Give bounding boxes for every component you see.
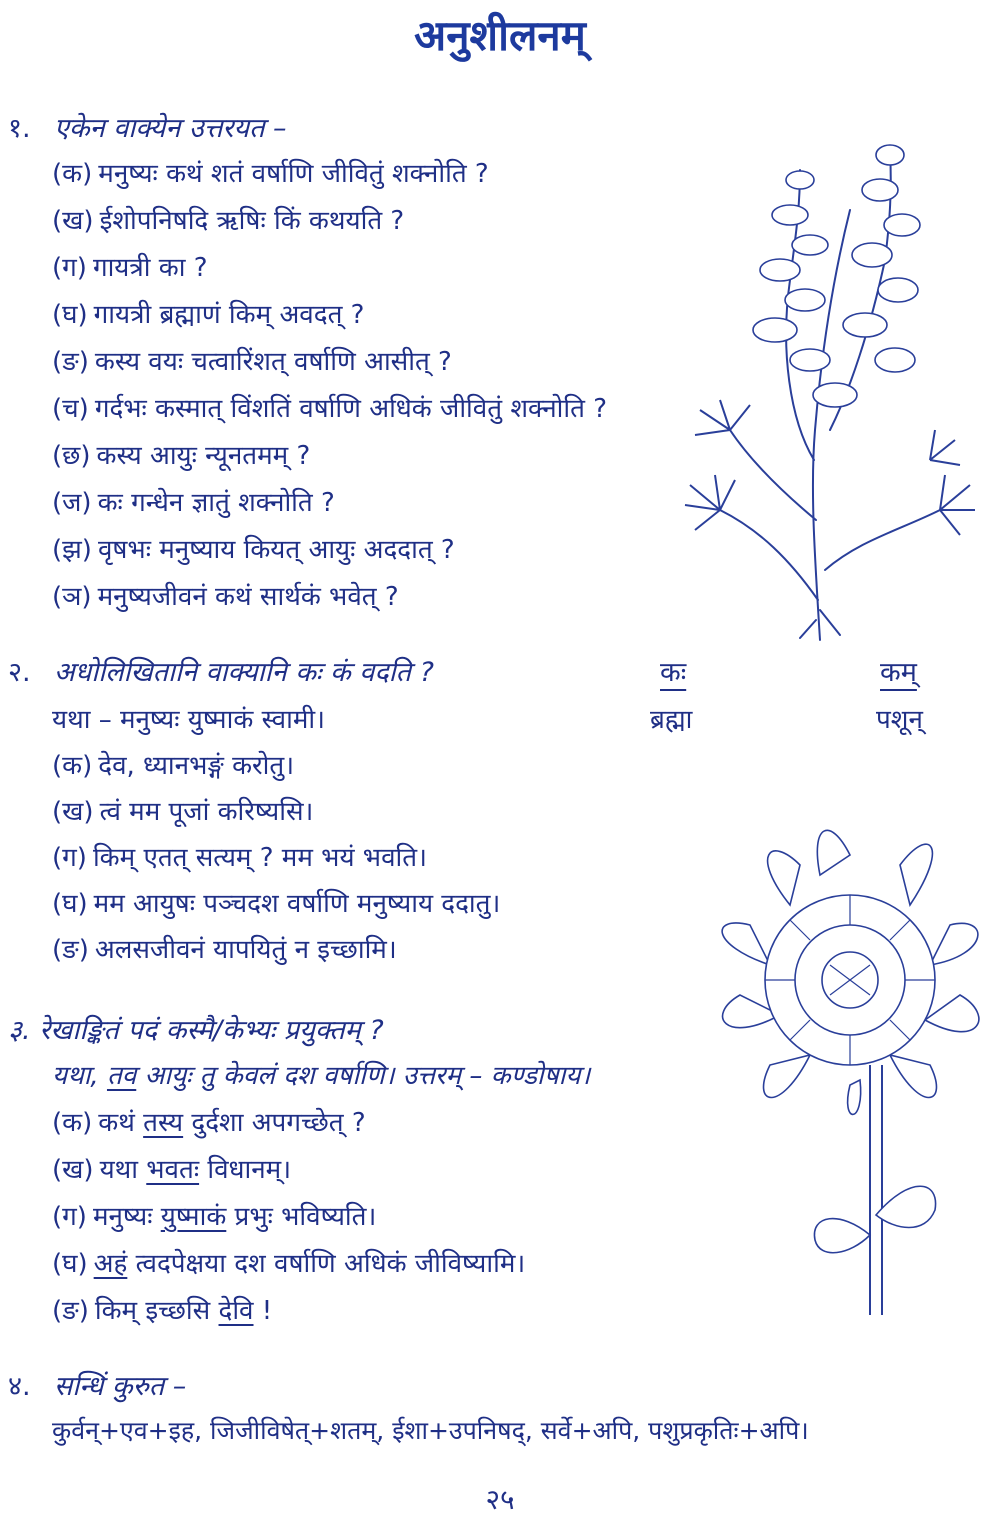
list-item: (छ) कस्य आयुः न्यूनतमम् ? [52,441,311,471]
question-1-number: १. [8,113,31,144]
example-answer-kam: पशून् [876,705,923,735]
list-item: (क) मनुष्यः कथं शतं वर्षाणि जीवितुं शक्नोति ? [52,159,489,189]
list-item: (ङ) कस्य वयः चत्वारिंशत् वर्षाणि आसीत् ? [52,347,452,377]
question-2-number: २. [8,657,31,688]
question-4-number: ४. [8,1371,31,1402]
column-header-kam: कम् [880,657,917,688]
example-line: यथा – मनुष्यः युष्माकं स्वामी। [52,705,326,735]
sandhi-words: कुर्वन्+एव+इह, जिजीविषेत्+शतम्, ईशा+उपनिषद्, सर्वे+अपि, पशुप्रकृतिः+अपि। [52,1416,809,1445]
example-answer-kah: ब्रह्मा [650,705,693,735]
list-item: (घ) अहं त्वदपेक्षया दश वर्षाणि अधिकं जीविष्यामि। [52,1249,526,1279]
list-item: (ख) त्वं मम पूजां करिष्यसि। [52,797,314,827]
list-item: (ङ) अलसजीवनं यापयितुं न इच्छामि। [52,935,397,965]
list-item: (क) कथं तस्य दुर्दशा अपगच्छेत् ? [52,1108,366,1138]
list-item: (झ) वृषभः मनुष्याय कियत् आयुः अददात् ? [52,535,455,565]
list-item: (ङ) किम् इच्छसि देवि ! [52,1296,273,1326]
list-item: (घ) गायत्री ब्रह्माणं किम् अवदत् ? [52,300,365,330]
question-2-heading [8,652,434,689]
question-4-text: सन्धिं कुरुत – [54,1371,187,1402]
page-title: अनुशीलनम् [414,11,586,60]
column-header-kah: कः [660,657,687,688]
page-number: २५ [485,1483,515,1516]
lavender-plant-illustration [640,130,985,645]
list-item: (ञ) मनुष्यजीवनं कथं सार्थकं भवेत् ? [52,582,399,612]
example-line: यथा, तव आयुः तु केवलं दश वर्षाणि। उत्तरम् – कण्डोषाय। [52,1061,591,1091]
list-item: (ख) यथा भवतः विधानम्। [52,1155,292,1185]
list-item: (ग) गायत्री का ? [52,253,208,283]
underlined-word: तस्य [143,1108,184,1138]
question-3-number: ३. [8,1015,31,1046]
question-3-text: रेखाङ्कितं पदं कस्मै/केभ्यः प्रयुक्तम् ? [39,1015,384,1046]
list-item: (घ) मम आयुषः पञ्चदश वर्षाणि मनुष्याय ददातु। [52,889,501,919]
list-item: (ग) मनुष्यः युष्माकं प्रभुः भविष्यति। [52,1202,377,1232]
question-1-heading [8,108,287,145]
underlined-word: अहं [93,1249,128,1279]
question-1-text: एकेन वाक्येन उत्तरयत – [54,113,287,144]
underlined-word: देवि [218,1296,254,1326]
list-item: (ज) कः गन्धेन ज्ञातुं शक्नोति ? [52,488,335,518]
question-3-heading [8,1010,384,1047]
dahlia-flower-illustration [710,815,995,1320]
underlined-word: युष्माकं [160,1202,227,1232]
list-item: (ग) किम् एतत् सत्यम् ? मम भयं भवति। [52,843,427,873]
list-item: (ख) ईशोपनिषदि ऋषिः किं कथयति ? [52,206,405,236]
list-item: (क) देव, ध्यानभङ्गं करोतु। [52,751,295,781]
underlined-word: भवतः [146,1155,200,1185]
question-4-heading [8,1366,186,1403]
list-item: (च) गर्दभः कस्मात् विंशतिं वर्षाणि अधिकं जीवितुं शक्नोति ? [52,394,608,424]
underlined-word: तव [106,1061,137,1091]
question-2-text: अधोलिखितानि वाक्यानि कः कं वदति ? [54,657,434,688]
